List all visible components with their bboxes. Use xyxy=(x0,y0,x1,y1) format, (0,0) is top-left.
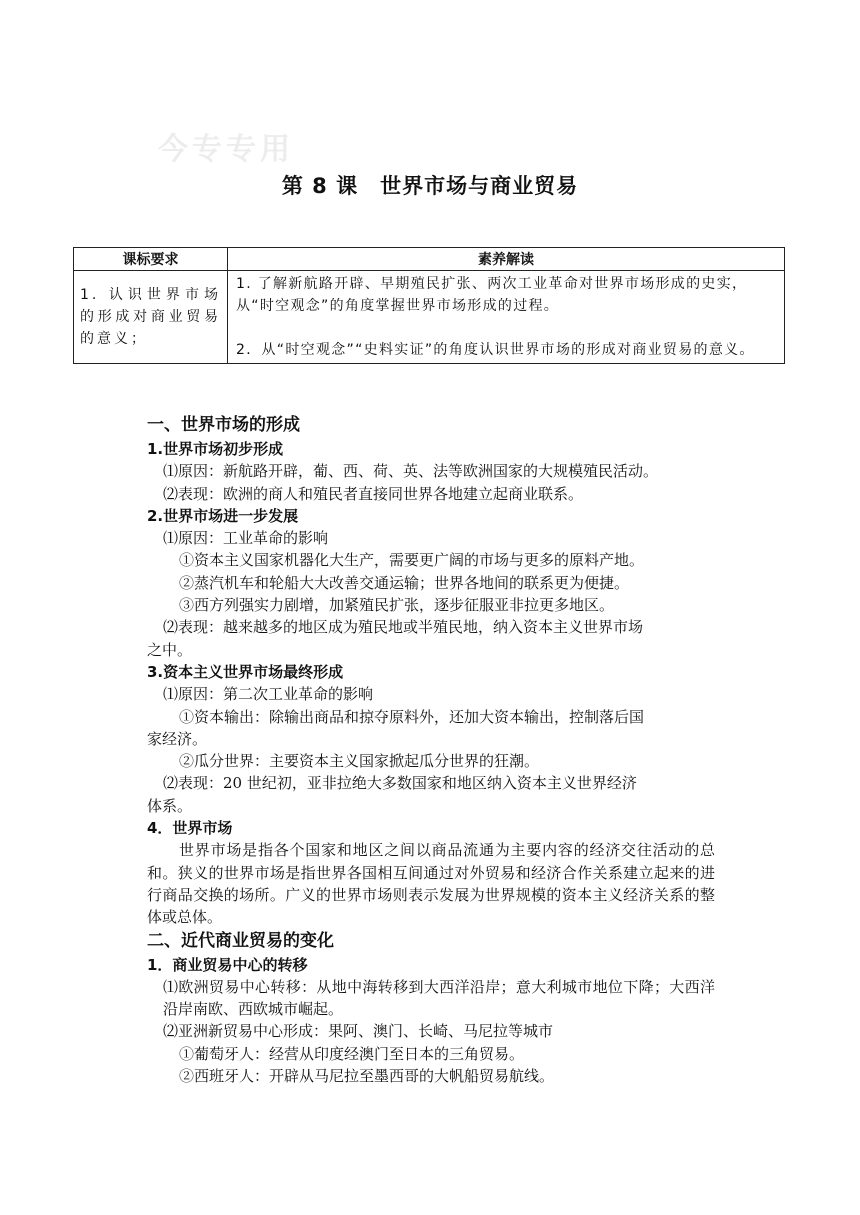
subsection-heading: 1.世界市场初步形成 xyxy=(147,440,284,458)
interpretation-spacer xyxy=(236,317,776,339)
content-line: ⑵表现：越来越多的地区成为殖民地或半殖民地，纳入资本主义世界市场 xyxy=(163,618,644,637)
content-line: ①资本主义国家机器化大生产，需要更广阔的市场与更多的原料产地。 xyxy=(179,551,645,570)
table-header-requirement: 课标要求 xyxy=(74,248,228,271)
section-heading: 二、近代商业贸易的变化 xyxy=(147,930,334,951)
requirement-cell: 1. 认识世界市场的形成对商业贸易的意义； xyxy=(74,271,228,364)
content-line: ⑵表现：欧洲的商人和殖民者直接同世界各地建立起商业联系。 xyxy=(163,484,584,503)
requirements-table xyxy=(73,247,785,364)
lesson-content xyxy=(147,413,715,1087)
lesson-title: 第 8 课 世界市场与商业贸易 xyxy=(281,174,579,198)
content-line: ⑴原因：工业革命的影响 xyxy=(163,529,329,548)
content-line: ②蒸汽机车和轮船大大改善交通运输；世界各地间的联系更为便捷。 xyxy=(179,573,630,592)
paragraph: 世界市场是指各个国家和地区之间以商品流通为主要内容的经济交往活动的总和。狭义的世界市场是指世界各国相互间通过对外贸易和经济合作关系建立起来的进行商品交换的场所。广义的世界市场则表示发展为世界规模的资本主义经济关系的整体或总体。 xyxy=(147,841,715,927)
section-heading: 一、世界市场的形成 xyxy=(147,415,300,435)
content-line: ⑴原因：新航路开辟，葡、西、荷、英、法等欧洲国家的大规模殖民活动。 xyxy=(163,462,659,481)
content-line: ⑴原因：第二次工业革命的影响 xyxy=(163,685,374,704)
content-line: ⑴欧洲贸易中心转移：从地中海转移到大西洋沿岸；意大利城市地位下降；大西洋沿岸南欧、西欧城市崛起。 xyxy=(163,977,715,1019)
interpretation-item-2: 2．从“时空观念”“史料实证”的角度认识世界市场的形成对商业贸易的意义。 xyxy=(236,342,755,358)
table-header-interpretation: 素养解读 xyxy=(228,248,785,271)
content-line: 体系。 xyxy=(147,796,193,815)
interpretation-item-1: 1. 了解新航路开辟、早期殖民扩张、两次工业革命对世界市场形成的史实，从“时空观念”的角度掌握世界市场形成的过程。 xyxy=(236,276,748,314)
content-line: ①资本输出：除输出商品和掠夺原料外，还加大资本输出，控制落后国 xyxy=(179,707,645,726)
subsection-heading: 2.世界市场进一步发展 xyxy=(147,506,299,525)
content-line: 之中。 xyxy=(147,640,193,659)
subsection-heading: 1．商业贸易中心的转移 xyxy=(147,955,308,974)
watermark: 今专专用 xyxy=(158,132,294,167)
content-line: ③西方列强实力剧增，加紧殖民扩张，逐步征服亚非拉更多地区。 xyxy=(179,596,615,615)
table-row xyxy=(74,271,785,364)
subsection-heading: 4．世界市场 xyxy=(147,819,233,838)
content-line: ①葡萄牙人：经营从印度经澳门至日本的三角贸易。 xyxy=(179,1044,525,1063)
content-line: ⑵亚洲新贸易中心形成：果阿、澳门、长崎、马尼拉等城市 xyxy=(163,1022,554,1041)
table-header-row xyxy=(74,248,785,271)
content-line: ②瓜分世界：主要资本主义国家掀起瓜分世界的狂潮。 xyxy=(179,752,540,771)
content-line: 家经济。 xyxy=(147,729,208,748)
interpretation-cell xyxy=(228,271,785,364)
content-line: ⑵表现：20 世纪初，亚非拉绝大多数国家和地区纳入资本主义世界经济 xyxy=(163,774,637,793)
content-line: ②西班牙人：开辟从马尼拉至墨西哥的大帆船贸易航线。 xyxy=(179,1067,555,1086)
subsection-heading: 3.资本主义世界市场最终形成 xyxy=(147,662,344,681)
